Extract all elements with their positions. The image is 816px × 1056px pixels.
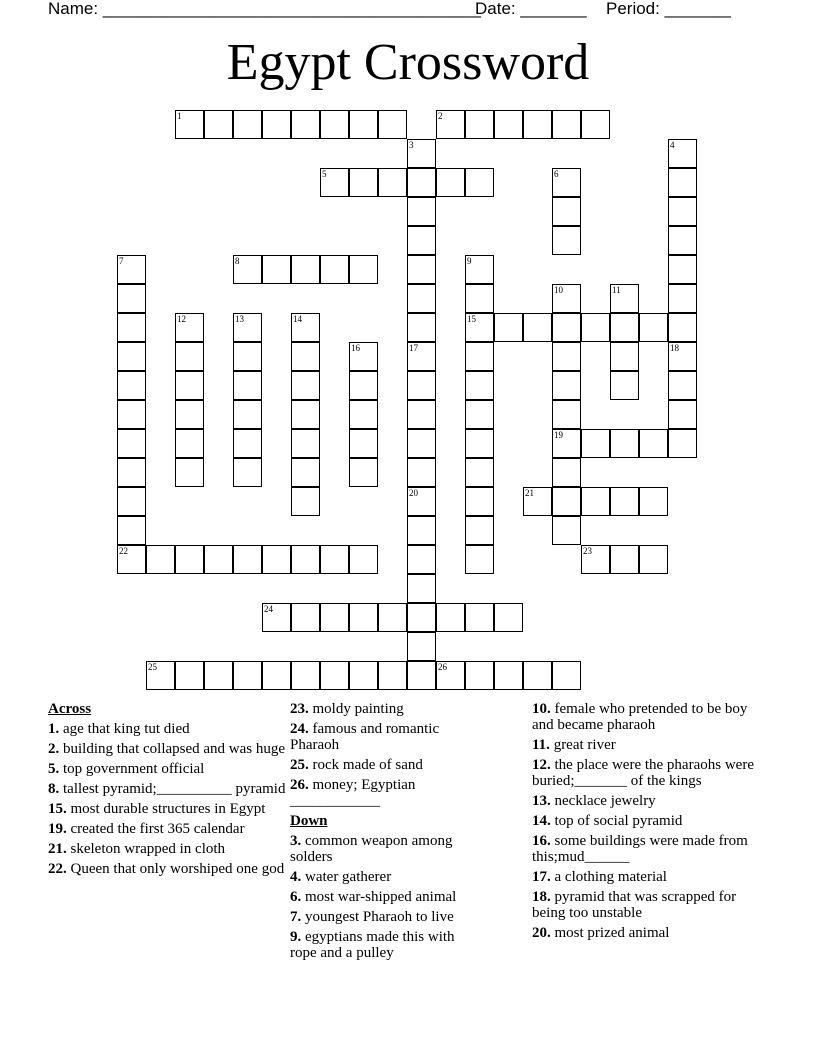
crossword-cell[interactable]	[552, 168, 581, 197]
cell-number: 16	[351, 343, 360, 353]
crossword-cell[interactable]	[117, 516, 146, 545]
crossword-cell[interactable]	[668, 342, 697, 371]
clue-number: 15.	[48, 801, 67, 817]
across-heading: Across	[48, 701, 92, 717]
crossword-cell[interactable]	[465, 342, 494, 371]
crossword-cell[interactable]	[262, 110, 291, 139]
crossword-cell[interactable]	[436, 168, 465, 197]
clue-item	[532, 889, 772, 921]
crossword-cell[interactable]	[349, 255, 378, 284]
crossword-cell[interactable]	[175, 371, 204, 400]
crossword-cell[interactable]	[436, 110, 465, 139]
crossword-cell[interactable]	[407, 487, 436, 516]
crossword-cell[interactable]	[668, 429, 697, 458]
clue-number: 16.	[532, 833, 551, 849]
crossword-cell[interactable]	[320, 545, 349, 574]
crossword-cell[interactable]	[668, 226, 697, 255]
crossword-cell[interactable]	[465, 371, 494, 400]
clue-number: 10.	[532, 701, 551, 717]
clue-item	[290, 777, 480, 809]
crossword-cell[interactable]	[465, 487, 494, 516]
crossword-cell[interactable]	[494, 661, 523, 690]
clue-number: 22.	[48, 861, 67, 877]
crossword-cell[interactable]	[204, 661, 233, 690]
crossword-cell[interactable]	[639, 429, 668, 458]
clue-text: top of social pyramid	[550, 813, 683, 829]
crossword-cell[interactable]	[117, 284, 146, 313]
crossword-cell[interactable]	[291, 429, 320, 458]
crossword-cell[interactable]	[291, 458, 320, 487]
clue-text: a clothing material	[550, 869, 667, 885]
clue-text: necklace jewelry	[550, 793, 656, 809]
crossword-cell[interactable]	[117, 342, 146, 371]
crossword-cell[interactable]	[291, 603, 320, 632]
cell-number: 7	[119, 256, 124, 266]
crossword-cell[interactable]	[291, 545, 320, 574]
crossword-cell[interactable]	[233, 400, 262, 429]
crossword-cell[interactable]	[117, 458, 146, 487]
crossword-cell[interactable]	[610, 371, 639, 400]
crossword-cell[interactable]	[320, 603, 349, 632]
clue-item	[290, 757, 480, 773]
crossword-cell[interactable]	[610, 284, 639, 313]
clue-item	[48, 741, 288, 757]
crossword-cell[interactable]	[233, 429, 262, 458]
crossword-cell[interactable]	[175, 661, 204, 690]
cell-number: 8	[235, 256, 240, 266]
clue-text: building that collapsed and was huge	[59, 741, 286, 757]
crossword-cell[interactable]	[291, 400, 320, 429]
crossword-cell[interactable]	[581, 313, 610, 342]
clue-item	[290, 869, 480, 885]
crossword-cell[interactable]	[320, 168, 349, 197]
cell-number: 19	[554, 430, 563, 440]
clues-column-3	[532, 701, 772, 945]
crossword-cell[interactable]	[668, 313, 697, 342]
crossword-cell[interactable]	[378, 110, 407, 139]
clue-item	[532, 793, 772, 809]
page-title: Egypt Crossword	[226, 34, 590, 91]
cell-number: 24	[264, 604, 273, 614]
crossword-cell[interactable]	[668, 255, 697, 284]
crossword-cell[interactable]	[407, 371, 436, 400]
clue-text: famous and romantic Pharaoh	[290, 721, 440, 753]
clue-item	[48, 761, 288, 777]
clue-item	[290, 929, 480, 961]
clue-number: 2.	[48, 741, 60, 757]
crossword-cell[interactable]	[523, 487, 552, 516]
clue-text: the place were the pharaohs were buried;_______ of the kings	[532, 757, 754, 789]
crossword-cell[interactable]	[581, 487, 610, 516]
crossword-cell[interactable]	[233, 110, 262, 139]
crossword-cell[interactable]	[233, 313, 262, 342]
clue-number: 17.	[532, 869, 551, 885]
clue-text: rock made of sand	[308, 757, 423, 773]
clue-text: water gatherer	[301, 869, 392, 885]
clue-item	[532, 737, 772, 753]
clue-item	[290, 721, 480, 753]
cell-number: 2	[438, 111, 443, 121]
crossword-cell[interactable]	[552, 400, 581, 429]
crossword-cell[interactable]	[349, 168, 378, 197]
crossword-cell[interactable]	[552, 429, 581, 458]
crossword-cell[interactable]	[262, 661, 291, 690]
crossword-cell[interactable]	[552, 342, 581, 371]
cell-number: 22	[119, 546, 128, 556]
crossword-cell[interactable]	[407, 197, 436, 226]
clue-number: 11.	[532, 737, 550, 753]
cell-number: 20	[409, 488, 418, 498]
crossword-cell[interactable]	[407, 342, 436, 371]
crossword-cell[interactable]	[610, 313, 639, 342]
crossword-cell[interactable]	[117, 371, 146, 400]
crossword-cell[interactable]	[436, 603, 465, 632]
clue-item	[48, 801, 288, 817]
crossword-cell[interactable]	[407, 516, 436, 545]
crossword-cell[interactable]	[407, 429, 436, 458]
cell-number: 17	[409, 343, 418, 353]
crossword-cell[interactable]	[407, 603, 436, 632]
crossword-cell[interactable]	[204, 110, 233, 139]
crossword-cell[interactable]	[610, 545, 639, 574]
crossword-cell[interactable]	[117, 313, 146, 342]
clue-number: 12.	[532, 757, 551, 773]
crossword-cell[interactable]	[349, 342, 378, 371]
clue-item	[290, 833, 480, 865]
cell-number: 5	[322, 169, 327, 179]
crossword-cell[interactable]	[320, 255, 349, 284]
crossword-cell[interactable]	[552, 516, 581, 545]
cell-number: 25	[148, 662, 157, 672]
crossword-cell[interactable]	[465, 400, 494, 429]
clue-text: age that king tut died	[59, 721, 190, 737]
crossword-cell[interactable]	[494, 110, 523, 139]
crossword-cell[interactable]	[175, 429, 204, 458]
crossword-cell[interactable]	[465, 168, 494, 197]
clue-number: 26.	[290, 777, 309, 793]
crossword-cell[interactable]	[668, 197, 697, 226]
cell-number: 14	[293, 314, 302, 324]
down-heading: Down	[290, 813, 328, 829]
clues-column-1	[48, 701, 288, 881]
crossword-cell[interactable]	[494, 603, 523, 632]
crossword-cell[interactable]	[233, 458, 262, 487]
cell-number: 12	[177, 314, 186, 324]
crossword-cell[interactable]	[407, 168, 436, 197]
crossword-cell[interactable]	[146, 661, 175, 690]
cell-number: 9	[467, 256, 472, 266]
crossword-cell[interactable]	[465, 110, 494, 139]
clue-item	[290, 889, 480, 905]
crossword-cell[interactable]	[349, 429, 378, 458]
clue-number: 19.	[48, 821, 67, 837]
crossword-cell[interactable]	[610, 487, 639, 516]
crossword-cell[interactable]	[117, 545, 146, 574]
crossword-cell[interactable]	[465, 284, 494, 313]
clue-text: common weapon among solders	[290, 833, 453, 865]
clue-item	[48, 821, 288, 837]
clue-text: most prized animal	[550, 925, 670, 941]
clue-text: most war-shipped animal	[301, 889, 457, 905]
crossword-cell[interactable]	[175, 545, 204, 574]
clue-number: 7.	[290, 909, 302, 925]
clue-text: youngest Pharaoh to live	[301, 909, 454, 925]
crossword-cell[interactable]	[639, 487, 668, 516]
clue-text: some buildings were made from this;mud______	[532, 833, 748, 865]
crossword-cell[interactable]	[668, 371, 697, 400]
crossword-cell[interactable]	[552, 110, 581, 139]
crossword-cell[interactable]	[407, 400, 436, 429]
crossword-cell[interactable]	[233, 342, 262, 371]
crossword-cell[interactable]	[552, 661, 581, 690]
cell-number: 4	[670, 140, 675, 150]
crossword-cell[interactable]	[552, 458, 581, 487]
clue-text: female who pretended to be boy and became pharaoh	[532, 701, 748, 733]
crossword-cell[interactable]	[407, 458, 436, 487]
crossword-cell[interactable]	[465, 661, 494, 690]
clue-number: 25.	[290, 757, 309, 773]
crossword-cell[interactable]	[552, 487, 581, 516]
crossword-cell[interactable]	[552, 371, 581, 400]
clue-item	[48, 721, 288, 737]
clue-number: 6.	[290, 889, 302, 905]
crossword-cell[interactable]	[291, 371, 320, 400]
clue-text: great river	[549, 737, 616, 753]
crossword-cell[interactable]	[146, 545, 175, 574]
crossword-cell[interactable]	[465, 545, 494, 574]
crossword-cell[interactable]	[407, 255, 436, 284]
crossword-cell[interactable]	[407, 226, 436, 255]
cell-number: 21	[525, 488, 534, 498]
clue-item	[48, 861, 288, 877]
clue-item	[532, 833, 772, 865]
crossword-cell[interactable]	[552, 226, 581, 255]
clue-text: pyramid that was scrapped for being too unstable	[532, 889, 737, 921]
crossword-cell[interactable]	[262, 603, 291, 632]
clue-item	[532, 925, 772, 941]
crossword-cell[interactable]	[407, 313, 436, 342]
clue-text: top government official	[59, 761, 205, 777]
crossword-cell[interactable]	[407, 661, 436, 690]
crossword-cell[interactable]	[349, 603, 378, 632]
crossword-cell[interactable]	[175, 400, 204, 429]
crossword-cell[interactable]	[581, 545, 610, 574]
crossword-cell[interactable]	[204, 545, 233, 574]
cell-number: 3	[409, 140, 414, 150]
clues-column-2	[290, 701, 480, 965]
crossword-cell[interactable]	[117, 429, 146, 458]
clue-item	[290, 909, 480, 925]
clue-number: 24.	[290, 721, 309, 737]
cell-number: 1	[177, 111, 182, 121]
clue-number: 8.	[48, 781, 60, 797]
crossword-cell[interactable]	[349, 110, 378, 139]
cell-number: 11	[612, 285, 621, 295]
crossword-cell[interactable]	[378, 661, 407, 690]
crossword-cell[interactable]	[378, 168, 407, 197]
clue-text: most durable structures in Egypt	[66, 801, 266, 817]
crossword-cell[interactable]	[233, 661, 262, 690]
crossword-cell[interactable]	[262, 545, 291, 574]
crossword-cell[interactable]	[349, 371, 378, 400]
crossword-cell[interactable]	[465, 516, 494, 545]
crossword-cell[interactable]	[523, 661, 552, 690]
crossword-cell[interactable]	[610, 429, 639, 458]
crossword-cell[interactable]	[523, 313, 552, 342]
clue-item	[290, 701, 480, 717]
crossword-cell[interactable]	[349, 458, 378, 487]
clue-number: 14.	[532, 813, 551, 829]
crossword-cell[interactable]	[465, 313, 494, 342]
crossword-cell[interactable]	[378, 603, 407, 632]
crossword-cell[interactable]	[291, 661, 320, 690]
crossword-cell[interactable]	[581, 429, 610, 458]
crossword-cell[interactable]	[117, 400, 146, 429]
cell-number: 15	[467, 314, 476, 324]
crossword-cell[interactable]	[175, 110, 204, 139]
crossword-cell[interactable]	[639, 545, 668, 574]
cell-number: 6	[554, 169, 559, 179]
crossword-cell[interactable]	[233, 255, 262, 284]
clue-number: 4.	[290, 869, 302, 885]
clue-text: egyptians made this with rope and a pulley	[290, 929, 455, 961]
clue-text: skeleton wrapped in cloth	[66, 841, 226, 857]
crossword-cell[interactable]	[668, 139, 697, 168]
clue-item	[532, 813, 772, 829]
crossword-cell[interactable]	[175, 342, 204, 371]
crossword-cell[interactable]	[407, 632, 436, 661]
cell-number: 13	[235, 314, 244, 324]
clue-item	[48, 841, 288, 857]
crossword-cell[interactable]	[349, 545, 378, 574]
crossword-cell[interactable]	[291, 313, 320, 342]
crossword-cell[interactable]	[320, 110, 349, 139]
crossword-cell[interactable]	[552, 313, 581, 342]
crossword-cell[interactable]	[465, 603, 494, 632]
crossword-cell[interactable]	[291, 487, 320, 516]
crossword-cell[interactable]	[523, 110, 552, 139]
clue-number: 3.	[290, 833, 302, 849]
clue-number: 1.	[48, 721, 60, 737]
crossword-cell[interactable]	[233, 545, 262, 574]
crossword-cell[interactable]	[349, 661, 378, 690]
crossword-cell[interactable]	[175, 458, 204, 487]
crossword-cell[interactable]	[407, 139, 436, 168]
crossword-cell[interactable]	[610, 342, 639, 371]
crossword-cell[interactable]	[465, 429, 494, 458]
crossword-cell[interactable]	[291, 110, 320, 139]
crossword-cell[interactable]	[465, 458, 494, 487]
cell-number: 18	[670, 343, 679, 353]
crossword-cell[interactable]	[668, 284, 697, 313]
clue-item	[532, 757, 772, 789]
clue-item	[48, 781, 288, 797]
clue-text: money; Egyptian ____________	[290, 777, 416, 809]
crossword-cell[interactable]	[581, 110, 610, 139]
crossword-cell[interactable]	[407, 574, 436, 603]
crossword-cell[interactable]	[552, 197, 581, 226]
clue-number: 23.	[290, 701, 309, 717]
clue-text: created the first 365 calendar	[66, 821, 245, 837]
crossword-cell[interactable]	[291, 255, 320, 284]
date-field[interactable]: Date: _______	[475, 0, 587, 18]
crossword-cell[interactable]	[291, 342, 320, 371]
crossword-cell[interactable]	[349, 400, 378, 429]
period-field[interactable]: Period: _______	[606, 0, 731, 18]
crossword-cell[interactable]	[668, 400, 697, 429]
crossword-cell[interactable]	[175, 313, 204, 342]
crossword-cell[interactable]	[407, 284, 436, 313]
clue-number: 21.	[48, 841, 67, 857]
crossword-cell[interactable]	[320, 661, 349, 690]
clue-number: 5.	[48, 761, 60, 777]
crossword-cell[interactable]	[117, 487, 146, 516]
clue-number: 13.	[532, 793, 551, 809]
crossword-cell[interactable]	[117, 255, 146, 284]
clue-number: 9.	[290, 929, 302, 945]
cell-number: 26	[438, 662, 447, 672]
crossword-cell[interactable]	[552, 284, 581, 313]
crossword-cell[interactable]	[436, 661, 465, 690]
clue-number: 20.	[532, 925, 551, 941]
clue-item	[532, 869, 772, 885]
name-field[interactable]: Name: ________________________________________	[48, 0, 481, 18]
crossword-cell[interactable]	[639, 313, 668, 342]
clue-text: Queen that only worshiped one god	[66, 861, 285, 877]
clue-text: moldy painting	[308, 701, 404, 717]
crossword-cell[interactable]	[262, 255, 291, 284]
crossword-cell[interactable]	[233, 371, 262, 400]
clue-item	[532, 701, 772, 733]
crossword-cell[interactable]	[407, 545, 436, 574]
cell-number: 23	[583, 546, 592, 556]
clue-number: 18.	[532, 889, 551, 905]
crossword-cell[interactable]	[668, 168, 697, 197]
cell-number: 10	[554, 285, 563, 295]
clue-text: tallest pyramid;__________ pyramid	[59, 781, 286, 797]
crossword-cell[interactable]	[465, 255, 494, 284]
crossword-cell[interactable]	[494, 313, 523, 342]
